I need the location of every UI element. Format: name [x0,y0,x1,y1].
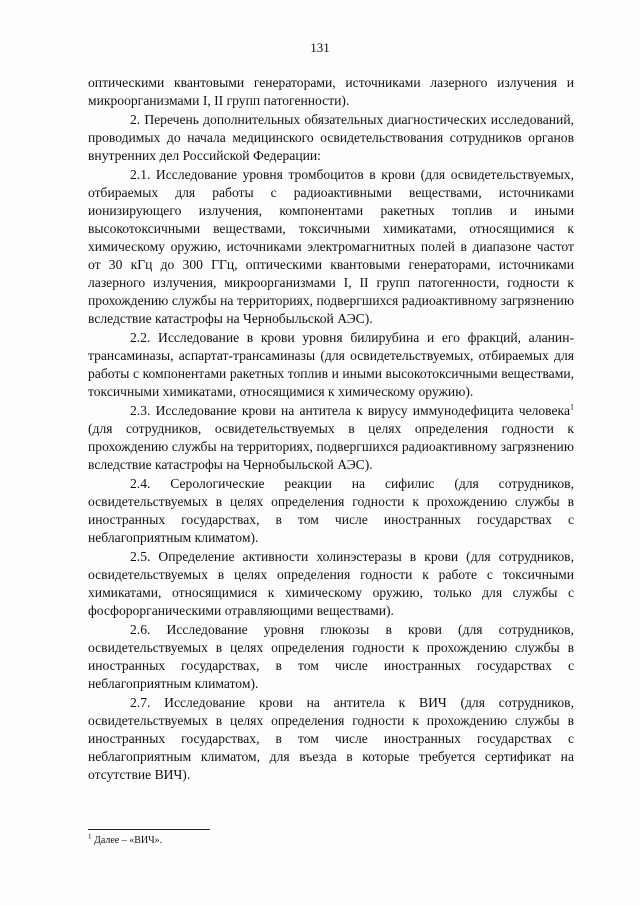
paragraph-item-2: 2. Перечень дополнительных обязательных диагностических исследований, проводимых до начала медицинского освидетельствования сотрудников органов внутренних дел Российской Федерации: [88,112,574,163]
paragraph-item-2-2: 2.2. Исследование в крови уровня билирубина и его фракций, аланин-трансаминазы, аспартат-трансаминазы (для освидетельствуемых, отбираемых для работы с компонентами ракетных топлив и иными высокотоксичными веществами, токсичными химикатами, относящимися к химическому оружию). [88,330,574,399]
document-body [88,74,574,785]
page-number: 131 [310,40,330,55]
paragraph-item-2-1: 2.1. Исследование уровня тромбоцитов в крови (для освидетельствуемых, отбираемых для работы с радиоактивными веществами, источниками ионизирующего излучения, компонентами ракетных топлив и иными высокотоксичными веществами, токсичными химикатами, относящимися к химическому оружию, источниками электромагнитных полей в диапазоне частот от 30 кГц до 300 ГГц, оптическими квантовыми генераторами, источниками лазерного излучения, микроорганизмами I, II групп патогенности, годности к прохождению службы на территориях, подвергшихся радиоактивному загрязнению вследствие катастрофы на Чернобыльской АЭС). [88,167,574,326]
paragraph-item-2-3-lead: 2.3. Исследование крови на антитела к вирусу иммунодефицита человека [130,403,570,418]
footnote-divider [88,829,210,830]
footnote-marker: 1 [88,832,92,841]
paragraph-item-2-7: 2.7. Исследование крови на антитела к ВИЧ (для сотрудников, освидетельствуемых в целях определения годности к прохождению службы в иностранных государствах, в том числе иностранных государствах с неблагоприятным климатом, для въезда в которые требуется сертификат на отсутствие ВИЧ). [88,695,574,782]
paragraph-continuation: оптическими квантовыми генераторами, источниками лазерного излучения и микроорганизмами I, II групп патогенности). [88,75,574,108]
footnote [88,832,163,847]
footnote-reference[interactable]: 1 [570,402,574,412]
paragraph-item-2-3-rest: (для сотрудников, освидетельствуемых в целях определения годности к прохождению службы на территориях, подвергшихся радиоактивному загрязнению вследствие катастрофы на Чернобыльской АЭС). [88,421,574,472]
paragraph-item-2-5: 2.5. Определение активности холинэстеразы в крови (для сотрудников, освидетельствуемых в целях определения годности к работе с токсичными химикатами, относящимися к химическому оружию, только для службы с фосфорорганическими отравляющими веществами). [88,549,574,618]
footnote-text: Далее – «ВИЧ». [91,835,163,846]
paragraph-item-2-6: 2.6. Исследование уровня глюкозы в крови (для сотрудников, освидетельствуемых в целях определения годности к прохождению службы в иностранных государствах, в том числе иностранных государствах с неблагоприятным климатом). [88,622,574,691]
paragraph-item-2-4: 2.4. Серологические реакции на сифилис (для сотрудников, освидетельствуемых в целях определения годности к прохождению службы в иностранных государствах, в том числе иностранных государствах с неблагоприятным климатом). [88,476,574,545]
paragraph-item-2-3 [88,402,574,474]
